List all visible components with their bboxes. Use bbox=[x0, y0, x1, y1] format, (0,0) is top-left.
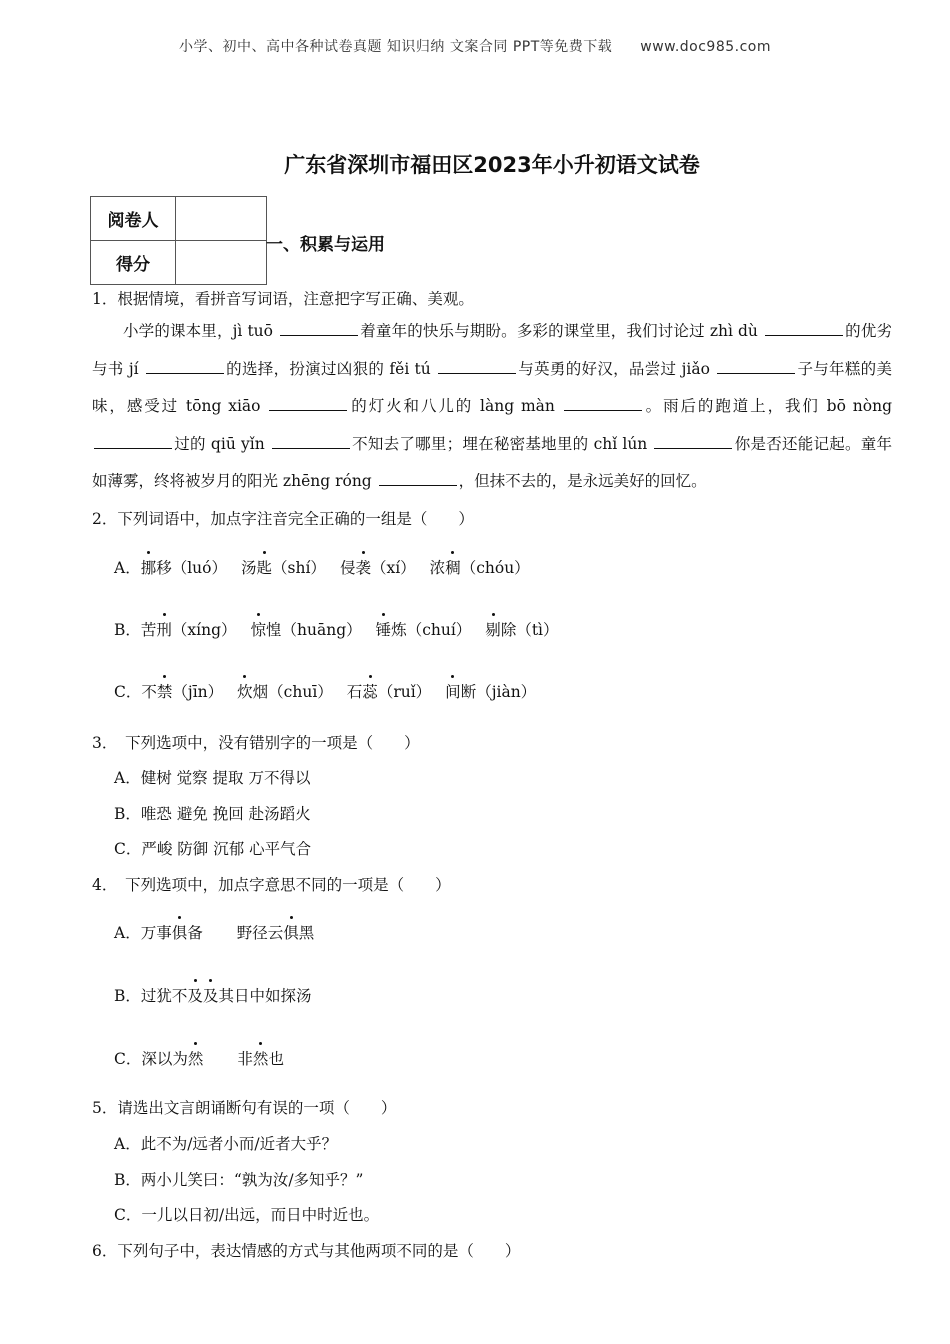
word-part: 移（luó） bbox=[156, 559, 227, 577]
dotted-char: 及 bbox=[203, 984, 219, 1006]
word-part: （xí） bbox=[370, 559, 416, 577]
question-2-option-a[interactable] bbox=[114, 556, 530, 578]
passage-seg: 你是否还能记起。童年如薄雾，终将被岁月的阳光 zhēng róng bbox=[92, 434, 893, 490]
word-part: 过犹不 bbox=[140, 987, 188, 1005]
dotted-char: 然 bbox=[188, 1047, 204, 1069]
dotted-char: 剔 bbox=[485, 618, 501, 640]
dotted-char: 挪 bbox=[141, 556, 157, 578]
page-header bbox=[0, 36, 950, 56]
question-3-option-b[interactable]: B．唯恐 避免 挽回 赴汤蹈火 bbox=[114, 805, 311, 823]
passage-seg: 的选择，扮演过凶狠的 fěi tú bbox=[225, 359, 436, 378]
word-part: 浓 bbox=[429, 559, 446, 577]
dotted-char: 间 bbox=[445, 680, 461, 702]
question-3-option-c[interactable]: C．严峻 防御 沉郁 心平气合 bbox=[114, 840, 312, 858]
reviewer-cell[interactable] bbox=[176, 197, 267, 241]
passage-seg: 的优劣与书 jí bbox=[92, 322, 892, 378]
dotted-char: 稠 bbox=[445, 556, 461, 578]
word-part: 其日中如探汤 bbox=[218, 987, 312, 1005]
dotted-char: 刑 bbox=[156, 618, 172, 640]
passage-seg: 不知去了哪里；埋在秘密基地里的 chǐ lún bbox=[351, 434, 653, 453]
answer-blank[interactable] bbox=[272, 434, 350, 449]
word-part: （chóu） bbox=[460, 559, 530, 577]
word-part: 黑 bbox=[298, 924, 315, 942]
question-5-option-b[interactable]: B．两小儿笑曰：“孰为汝/多知乎？” bbox=[114, 1171, 364, 1189]
question-4-stem: 4． 下列选项中，加点字意思不同的一项是（ ） bbox=[92, 876, 451, 894]
question-4-option-c[interactable] bbox=[114, 1047, 284, 1069]
passage-seg: 子与年糕的美味，感受过 tōng xiāo bbox=[92, 359, 892, 415]
word-part: （shí） bbox=[272, 559, 326, 577]
question-5-option-a[interactable]: A．此不为/远者小而/近者大乎？ bbox=[114, 1135, 338, 1153]
word-part: （jīn） bbox=[172, 683, 224, 701]
passage-seg: 。雨后的跑道上，我们 bō nòng bbox=[643, 397, 892, 415]
word-part: 苦 bbox=[140, 621, 157, 639]
passage-seg: 小学的课本里，jì tuō bbox=[123, 322, 279, 340]
question-2-stem: 2．下列词语中，加点字注音完全正确的一组是（ ） bbox=[92, 510, 474, 528]
question-4-option-a[interactable] bbox=[114, 921, 314, 943]
answer-blank[interactable] bbox=[765, 321, 843, 336]
word-part: 也 bbox=[268, 1050, 284, 1068]
answer-blank[interactable] bbox=[564, 396, 642, 411]
question-4-option-b[interactable] bbox=[114, 984, 311, 1006]
dotted-char: 锤 bbox=[376, 618, 392, 640]
word-part: 石 bbox=[346, 683, 363, 701]
answer-blank[interactable] bbox=[654, 434, 732, 449]
question-2-option-b[interactable] bbox=[114, 618, 559, 640]
word-part: 断（jiàn） bbox=[460, 683, 537, 701]
option-prefix: B． bbox=[114, 621, 141, 639]
header-text: 小学、初中、高中各种试卷真题 知识归纳 文案合同 PPT等免费下载 bbox=[178, 39, 613, 55]
dotted-char: 俱 bbox=[283, 921, 299, 943]
word-part: （ruǐ） bbox=[377, 683, 432, 701]
score-cell[interactable] bbox=[176, 241, 267, 285]
answer-blank[interactable] bbox=[280, 321, 358, 336]
section-heading: 一、积累与运用 bbox=[266, 235, 385, 255]
word-part: 汤 bbox=[241, 559, 257, 577]
page-title: 广东省深圳市福田区2023年小升初语文试卷 bbox=[284, 153, 700, 177]
passage-seg: 着童年的快乐与期盼。多彩的课堂里，我们讨论过 zhì dù bbox=[360, 322, 764, 340]
word-part: 炼（chuí） bbox=[391, 621, 472, 639]
dotted-char: 及 bbox=[187, 984, 203, 1006]
question-5-stem: 5．请选出文言朗诵断句有误的一项（ ） bbox=[92, 1099, 397, 1117]
score-label: 得分 bbox=[91, 241, 176, 285]
option-prefix: C． bbox=[114, 683, 142, 701]
option-prefix: C． bbox=[114, 1050, 142, 1068]
dotted-char: 匙 bbox=[257, 556, 273, 578]
answer-blank[interactable] bbox=[94, 434, 172, 449]
dotted-char: 禁 bbox=[157, 680, 173, 702]
question-3-option-a[interactable]: A．健树 觉察 提取 万不得以 bbox=[114, 769, 311, 787]
answer-blank[interactable] bbox=[438, 359, 516, 374]
word-part: 不 bbox=[141, 683, 157, 701]
passage-seg: 的灯火和八儿的 làng màn bbox=[349, 397, 562, 415]
reviewer-label: 阅卷人 bbox=[91, 197, 176, 241]
score-table bbox=[90, 196, 267, 285]
question-1-passage bbox=[92, 313, 892, 501]
word-part: 烟（chuī） bbox=[252, 683, 333, 701]
passage-seg: 过的 qiū yǐn bbox=[174, 434, 270, 453]
word-part: 除（tì） bbox=[500, 621, 559, 639]
passage-seg: 与英勇的好汉，品尝过 jiǎo bbox=[517, 359, 716, 378]
dotted-char: 俱 bbox=[172, 921, 188, 943]
dotted-char: 蕊 bbox=[362, 680, 378, 702]
dotted-char: 袭 bbox=[355, 556, 371, 578]
option-prefix: B． bbox=[114, 987, 141, 1005]
word-part: 野径云 bbox=[236, 924, 284, 942]
word-part: 非 bbox=[237, 1050, 253, 1068]
passage-seg: ，但抹不去的，是永远美好的回忆。 bbox=[458, 472, 707, 490]
dotted-char: 惊 bbox=[251, 618, 267, 640]
question-2-option-c[interactable] bbox=[114, 680, 536, 702]
answer-blank[interactable] bbox=[146, 359, 224, 374]
word-part: 万事 bbox=[140, 924, 172, 942]
dotted-char: 然 bbox=[253, 1047, 269, 1069]
answer-blank[interactable] bbox=[379, 471, 457, 486]
word-part: 惶（huāng） bbox=[266, 621, 362, 639]
question-3-stem: 3． 下列选项中，没有错别字的一项是（ ） bbox=[92, 734, 420, 752]
word-part: （xíng） bbox=[171, 621, 237, 639]
question-1-stem: 1．根据情境，看拼音写词语，注意把字写正确、美观。 bbox=[92, 290, 474, 308]
option-prefix: A． bbox=[114, 559, 141, 577]
answer-blank[interactable] bbox=[269, 396, 347, 411]
word-part: 侵 bbox=[339, 559, 356, 577]
question-6-stem: 6．下列句子中，表达情感的方式与其他两项不同的是（ ） bbox=[92, 1242, 521, 1260]
question-5-option-c[interactable]: C．一儿以日初/出远，而日中时近也。 bbox=[114, 1206, 380, 1224]
word-part: 深以为 bbox=[141, 1050, 188, 1068]
header-site[interactable]: www.doc985.com bbox=[640, 39, 772, 55]
answer-blank[interactable] bbox=[717, 359, 795, 374]
option-prefix: A． bbox=[114, 924, 141, 942]
dotted-char: 炊 bbox=[237, 680, 253, 702]
word-part: 备 bbox=[187, 924, 203, 942]
